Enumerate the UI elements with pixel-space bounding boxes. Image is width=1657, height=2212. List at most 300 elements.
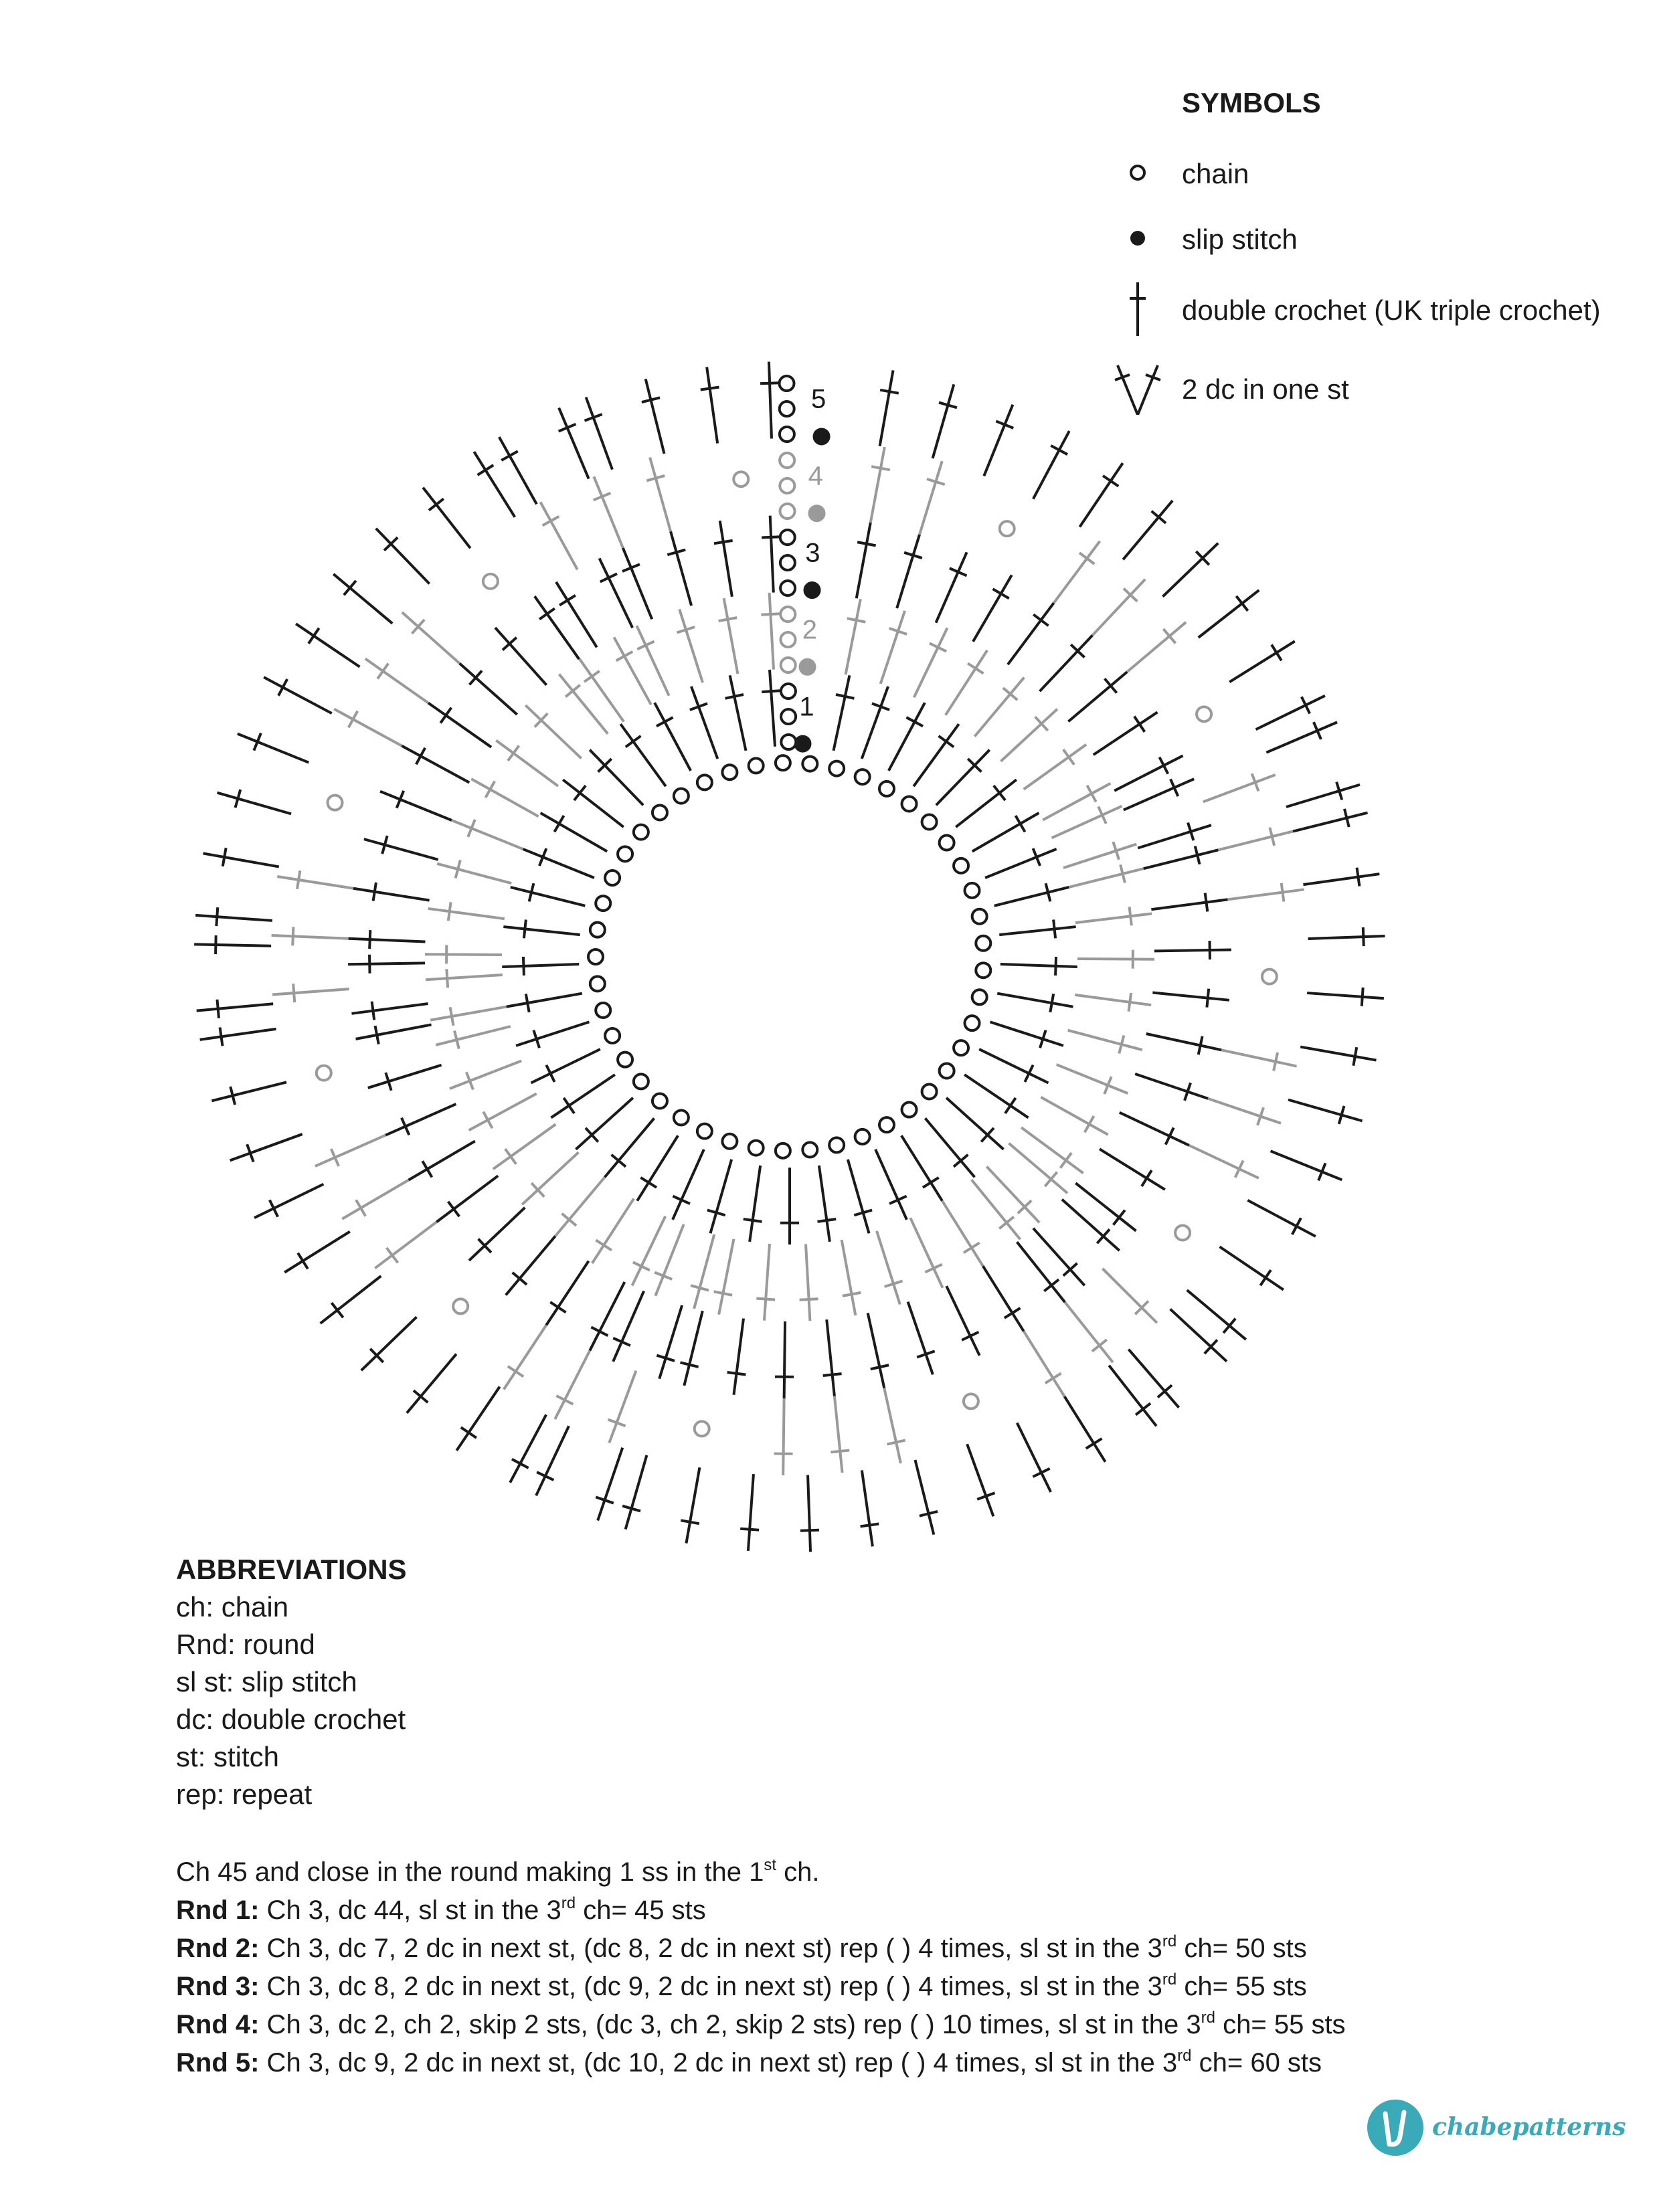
round-2-stitch	[437, 864, 511, 883]
round-4-chain-space	[1197, 707, 1211, 721]
round-5-stitch	[423, 488, 470, 549]
round-5-stitch	[254, 1184, 323, 1218]
round-2-stitch	[770, 593, 774, 670]
round-4-stitch	[1227, 889, 1304, 899]
instruction-text: Ch 3, dc 8, 2 dc in next st, (dc 9, 2 dc in next st) rep ( ) 4 times, sl st in the 3	[259, 1972, 1162, 2001]
round-3-stitch-bar	[1134, 717, 1145, 732]
round-2-stitch	[842, 1240, 856, 1315]
foundation-chain-stitch	[902, 1103, 917, 1117]
round-1-stitch-bar	[640, 1178, 657, 1188]
round-5-stitch-bar	[701, 387, 719, 390]
abbreviation-item: dc: double crochet	[176, 1703, 406, 1735]
round-1-stitch	[605, 1118, 655, 1177]
round-3-stitch-increase-left	[659, 1305, 682, 1379]
round-1-stitch-bar	[526, 994, 529, 1012]
round-2-stitch	[1024, 745, 1087, 790]
round-1-stitch-bar	[744, 1219, 762, 1222]
round-5-stitch	[1303, 874, 1379, 885]
round-5-stitch	[1307, 993, 1384, 998]
round-1-turning-chain	[781, 709, 796, 724]
round-3-stitch-bar	[550, 1302, 565, 1312]
round-4-stitch-bar	[293, 984, 294, 1002]
round-4-stitch	[1024, 1331, 1065, 1397]
abbreviations-block	[176, 1551, 407, 1813]
round-5-stitch	[646, 379, 665, 454]
round-3-stitch-bar	[422, 1161, 432, 1177]
round-1-stitch	[620, 724, 666, 786]
foundation-chain-stitch	[965, 883, 980, 898]
round-4-chain-space	[1262, 970, 1277, 984]
round-4-stitch-bar	[292, 927, 293, 945]
round-2-stitch-bar	[714, 1291, 732, 1295]
foundation-chain-stitch	[902, 796, 917, 811]
round-1-slip-stitch	[795, 737, 810, 751]
round-3-turning-chain	[780, 581, 795, 595]
round-4-stitch	[1189, 1145, 1259, 1178]
round-5-stitch	[933, 384, 954, 458]
instruction-text: ch= 55 sts	[1176, 1972, 1307, 2001]
foundation-chain-stitch	[618, 846, 632, 861]
round-4-stitch	[1054, 541, 1100, 603]
round-4-stitch	[272, 989, 349, 994]
round-3-stitch-bar	[539, 608, 555, 619]
instruction-text: ch= 55 sts	[1215, 2010, 1346, 2039]
foundation-chain-stitch	[802, 1142, 817, 1157]
round-3-stitch	[1040, 635, 1093, 691]
round-2-stitch-bar	[719, 618, 737, 621]
foundation-chain-stitch	[976, 963, 990, 978]
round-3-stitch	[857, 523, 871, 598]
round-5-stitch	[376, 529, 430, 584]
round-5-stitch	[1123, 500, 1172, 559]
round-1-stitch-bar	[574, 786, 586, 800]
round-5-stitch-increase-right	[1286, 785, 1360, 807]
round-2-stitch	[496, 741, 558, 786]
round-5-stitch	[333, 574, 392, 624]
foundation-chain-stitch	[972, 909, 987, 924]
round-5-stitch	[211, 1082, 286, 1101]
instruction-round-2	[176, 1930, 1346, 1968]
chain-symbol-icon	[1111, 146, 1164, 199]
round-1-stitch	[913, 724, 959, 786]
round-4-stitch	[365, 658, 428, 703]
round-1-stitch	[523, 849, 594, 878]
foundation-chain-stitch	[652, 805, 667, 820]
round-2-stitch-increase-left-bar	[450, 1007, 454, 1026]
round-4-stitch-bar	[543, 517, 559, 525]
round-5-stitch	[1162, 543, 1218, 597]
round-1-turning-chain	[781, 684, 796, 699]
round-5-stitch-bar	[216, 907, 217, 926]
round-number-label: 3	[805, 538, 820, 568]
round-1-stitch	[999, 927, 1075, 935]
instruction-round-4	[176, 2006, 1346, 2044]
round-4-chain-space	[695, 1421, 709, 1436]
round-5-stitch	[230, 1134, 302, 1160]
round-3-stitch-bar	[1005, 1308, 1021, 1318]
round-5-stitch-increase-right	[559, 408, 589, 479]
round-4-chain-space	[327, 796, 342, 810]
round-2-stitch-bar	[761, 614, 780, 615]
round-4-stitch	[1221, 1050, 1296, 1066]
round-3-stitch	[385, 1104, 456, 1135]
round-2-stitch	[592, 1198, 634, 1263]
round-5-stitch-bar	[331, 1303, 343, 1317]
round-5-stitch	[1220, 1247, 1284, 1289]
round-2-stitch	[525, 705, 581, 758]
round-2-stitch	[806, 1244, 810, 1321]
round-4-stitch	[835, 1396, 843, 1473]
foundation-chain-stitch	[588, 949, 603, 964]
legend-item-double-crochet	[1111, 282, 1633, 336]
round-3-stitch	[409, 1141, 475, 1180]
round-5-stitch	[361, 1317, 417, 1370]
foundation-chain-stitch	[596, 1003, 610, 1018]
round-4-stitch	[1127, 622, 1186, 672]
round-3-stitch	[1017, 1242, 1065, 1302]
round-3-stitch	[380, 792, 452, 820]
round-5-stitch-bar	[1292, 1218, 1301, 1234]
round-1-stitch	[990, 1022, 1063, 1046]
instruction-text: Ch 45 and close in the round making 1 ss in the 1	[176, 1857, 764, 1887]
round-3-stitch	[364, 839, 438, 860]
round-5-stitch	[510, 1414, 546, 1483]
round-3-turning-chain	[780, 555, 795, 570]
round-2-stitch-bar	[505, 1149, 516, 1164]
round-3-stitch-bar	[993, 589, 1009, 598]
round-3-stitch	[868, 1313, 885, 1388]
round-5-stitch	[1247, 1200, 1316, 1236]
round-3-stitch-bar	[1207, 989, 1209, 1008]
round-5-stitch-bar	[1272, 645, 1282, 661]
foundation-chain-stitch	[965, 1016, 980, 1030]
round-2-stitch-bar	[843, 1293, 861, 1296]
instruction-text: Ch 3, dc 7, 2 dc in next st, (dc 8, 2 dc in next st) rep ( ) 4 times, sl st in the 3	[259, 1934, 1162, 1963]
round-3-stitch-bar	[448, 1202, 460, 1216]
round-2-stitch	[1057, 1065, 1128, 1093]
round-5-stitch	[1017, 1423, 1051, 1492]
abbreviation-item: sl st: slip stitch	[176, 1666, 357, 1697]
round-2-stitch-bar	[448, 902, 451, 921]
round-5-stitch-bar	[1362, 988, 1363, 1006]
round-1-stitch	[511, 887, 586, 906]
round-2-stitch-bar	[1087, 786, 1096, 802]
round-4-stitch	[609, 1371, 636, 1443]
round-3-stitch	[428, 703, 491, 747]
foundation-chain-stitch	[697, 1124, 712, 1139]
round-1-stitch	[862, 686, 888, 759]
round-3-stitch	[1144, 850, 1219, 868]
foundation-chain-stitch	[618, 1052, 632, 1067]
foundation-chain-stitch	[776, 755, 790, 770]
round-1-stitch-bar	[626, 736, 641, 747]
round-1-stitch	[563, 779, 624, 827]
round-3-stitch-bar	[375, 1026, 379, 1044]
instruction-round-1	[176, 1892, 1346, 1930]
round-4-turning-chain	[780, 504, 795, 519]
round-2-stitch	[1068, 1030, 1142, 1050]
round-1-stitch	[956, 779, 1017, 827]
foundation-chain-stitch	[855, 1129, 870, 1144]
round-3-stitch	[1135, 1074, 1208, 1099]
round-5-stitch-increase-left	[499, 437, 537, 504]
round-5-stitch-bar	[478, 465, 494, 475]
round-1-stitch-bar	[938, 736, 954, 747]
round-1-stitch	[590, 750, 643, 806]
round-1-stitch	[946, 1098, 1003, 1149]
round-5-stitch	[748, 1474, 754, 1551]
round-5-stitch-bar	[1353, 1047, 1357, 1066]
round-1-stitch	[889, 703, 925, 771]
round-1-stitch	[516, 1022, 589, 1046]
round-2-stitch	[974, 678, 1024, 737]
round-5-stitch-increase-left-bar	[501, 451, 517, 460]
round-3-stitch-bar	[1160, 757, 1168, 774]
round-2-stitch-bar	[847, 618, 865, 622]
round-5-stitch	[586, 397, 612, 470]
instruction-text: Ch 3, dc 2, ch 2, skip 2 sts, (dc 3, ch 2, skip 2 sts) rep ( ) 10 times, sl st in the 3	[259, 2010, 1201, 2039]
round-2-stitch-bar	[1085, 1116, 1094, 1132]
round-4-stitch	[1102, 1269, 1156, 1323]
round-4-stitch-bar	[297, 870, 300, 889]
round-4-stitch-bar	[508, 1366, 523, 1376]
round-5-stitch	[474, 452, 515, 517]
brand-logo	[1365, 2094, 1633, 2161]
foundation-chain-stitch	[954, 1040, 968, 1055]
round-3-stitch-bar	[727, 1372, 746, 1375]
round-2-turning-chain	[781, 632, 796, 647]
round-3-stitch	[908, 1302, 933, 1375]
round-2-stitch-increase-right-bar	[446, 969, 448, 988]
round-5-stitch	[203, 853, 279, 866]
round-4-stitch-bar	[831, 1451, 849, 1453]
round-2-stitch	[450, 1061, 521, 1089]
round-1-stitch	[994, 887, 1069, 906]
round-5-stitch	[1308, 936, 1385, 939]
round-5-stitch	[1271, 1151, 1342, 1180]
round-1-stitch	[503, 927, 580, 935]
round-2-stitch	[559, 674, 608, 734]
round-2-slip-stitch	[800, 660, 814, 674]
round-3-stitch	[1152, 993, 1229, 1000]
round-3-stitch	[1075, 1183, 1136, 1230]
round-4-stitch	[920, 461, 942, 535]
round-2-stitch	[555, 1177, 605, 1236]
round-4-stitch	[541, 502, 578, 569]
round-2-stitch-increase-left	[580, 659, 624, 722]
round-5-stitch	[707, 367, 717, 444]
round-5-stitch	[808, 1475, 810, 1552]
legend-item-slip-stitch	[1111, 211, 1633, 265]
round-2-stitch	[452, 820, 523, 849]
round-5-stitch	[1079, 463, 1122, 527]
round-3-stitch-increase-left	[351, 1004, 428, 1014]
round-3-stitch-bar	[373, 883, 376, 901]
foundation-chain-stitch	[976, 936, 990, 951]
round-5-stitch-increase-left-bar	[217, 1000, 219, 1018]
round-2-stitch	[1041, 1097, 1108, 1135]
round-number-label: 2	[802, 615, 818, 645]
round-5-stitch-bar	[681, 1520, 699, 1524]
foundation-chain-stitch	[855, 769, 870, 784]
round-2-stitch-bar	[756, 1299, 775, 1300]
round-4-stitch	[342, 1180, 408, 1219]
round-5-stitch-bar	[1086, 1439, 1102, 1449]
round-3-slip-stitch	[805, 583, 820, 597]
round-5-stitch	[1065, 1396, 1106, 1462]
round-5-stitch-increase-right-bar	[215, 935, 216, 954]
round-4-stitch	[871, 447, 885, 523]
round-1-stitch-bar	[725, 695, 744, 699]
round-4-chain-space	[453, 1299, 468, 1313]
round-2-stitch	[1001, 709, 1057, 761]
round-5-stitch	[769, 362, 772, 439]
round-2-stitch-bar	[800, 1299, 818, 1300]
round-5-stitch-bar	[298, 1253, 308, 1269]
round-3-stitch	[1151, 899, 1227, 909]
round-1-stitch	[655, 703, 691, 771]
round-2-stitch-bar	[1130, 907, 1132, 925]
round-3-stitch	[973, 575, 1012, 641]
round-3-stitch	[1100, 1149, 1165, 1190]
round-1-stitch	[833, 675, 849, 750]
round-2-stitch	[914, 628, 948, 698]
instruction-text: Ch 3, dc 9, 2 dc in next st, (dc 10, 2 dc in next st) rep ( ) 4 times, sl st in the 3	[259, 2048, 1178, 2078]
round-3-stitch	[402, 746, 469, 783]
round-2-stitch-bar	[483, 1112, 492, 1129]
round-3-stitch	[897, 535, 920, 608]
round-3-stitch	[460, 663, 517, 714]
round-4-stitch	[272, 935, 349, 939]
round-1-stitch-bar	[994, 786, 1005, 800]
foundation-chain-stitch	[722, 1134, 737, 1149]
round-4-stitch	[504, 1325, 546, 1390]
round-2-stitch	[522, 1152, 578, 1204]
round-4-chain-space	[317, 1066, 331, 1081]
round-3-stitch	[684, 1311, 702, 1386]
round-1-stitch	[507, 994, 582, 1007]
round-5-turning-chain	[780, 401, 794, 416]
round-2-stitch-bar	[968, 663, 984, 673]
round-3-stitch-increase-left-bar	[372, 1002, 375, 1020]
round-5-stitch	[321, 1276, 381, 1323]
round-2-stitch-increase-left	[1009, 1143, 1067, 1194]
round-4-turning-chain	[780, 478, 794, 493]
round-2-stitch-bar	[508, 745, 519, 761]
round-4-chain-space	[1175, 1225, 1190, 1240]
round-2-stitch-increase-right-bar	[616, 652, 633, 660]
round-1-stitch	[770, 670, 775, 747]
round-2-stitch-increase-right	[986, 1166, 1039, 1222]
round-1-stitch-bar	[523, 957, 524, 976]
round-label: Rnd 3:	[176, 1972, 260, 2001]
round-3-stitch	[1120, 1113, 1189, 1145]
round-4-stitch-bar	[1282, 883, 1284, 902]
round-4-stitch-bar	[1092, 1340, 1107, 1351]
round-2-stitch-increase-right	[426, 975, 503, 980]
round-2-stitch-increase-left	[694, 1234, 714, 1309]
round-5-turning-chain	[780, 427, 794, 442]
round-1-stitch	[964, 1075, 1028, 1117]
round-4-stitch	[277, 877, 353, 889]
round-5-stitch-bar	[740, 1529, 759, 1530]
round-2-stitch	[428, 909, 505, 919]
round-5-stitch	[1033, 431, 1069, 499]
foundation-chain-stitch	[879, 1117, 894, 1132]
round-3-stitch	[495, 628, 547, 685]
round-5-stitch-bar	[800, 1530, 819, 1531]
legend-label-chain: chain	[1182, 158, 1249, 189]
round-2-stitch	[719, 1239, 733, 1315]
round-3-stitch	[1146, 1034, 1221, 1050]
ordinal-suffix: rd	[1177, 2047, 1192, 2065]
round-4-stitch	[555, 1351, 590, 1420]
foundation-chain-stitch	[776, 1143, 790, 1158]
ordinal-suffix: st	[764, 1856, 776, 1874]
round-1-stitch	[997, 994, 1073, 1007]
instruction-round-5	[176, 2044, 1346, 2082]
round-3-stitch-bar	[714, 541, 733, 543]
round-4-stitch	[783, 1398, 784, 1475]
foundation-chain-stitch	[674, 789, 689, 804]
round-2-stitch-bar	[1060, 1153, 1071, 1168]
foundation-chain-stitch	[972, 990, 987, 1004]
foundation-chain-stitch	[590, 976, 605, 991]
round-5-stitch-bar	[1260, 1270, 1271, 1285]
round-1-stitch	[901, 1135, 942, 1201]
round-3-stitch-increase-right	[348, 963, 425, 964]
round-3-stitch	[356, 1024, 432, 1038]
round-3-stitch	[623, 548, 652, 619]
round-1-stitch	[637, 1135, 678, 1201]
round-5-stitch	[238, 734, 309, 763]
abbreviations-title: ABBREVIATIONS	[176, 1554, 407, 1585]
round-3-stitch-bar	[1033, 614, 1048, 626]
ordinal-suffix: rd	[561, 1894, 576, 1912]
round-5-stitch-increase-left	[598, 1448, 622, 1521]
round-4-stitch	[1218, 832, 1293, 850]
instruction-text: Ch 3, dc 44, sl st in the 3	[259, 1896, 561, 1925]
round-5-stitch-increase-left	[1266, 722, 1337, 752]
round-5-stitch-bar	[512, 1459, 529, 1468]
round-1-stitch	[936, 750, 990, 806]
round-2-stitch	[1069, 868, 1144, 887]
round-1-stitch	[972, 813, 1039, 852]
round-5-stitch	[626, 1455, 647, 1530]
round-5-stitch	[984, 405, 1013, 476]
foundation-chain-stitch	[954, 858, 968, 873]
ordinal-suffix: rd	[1201, 2009, 1215, 2027]
round-1-stitch-bar	[524, 919, 526, 938]
round-1-stitch-bar	[906, 717, 923, 726]
round-4-stitch-bar	[349, 711, 357, 728]
round-1-turning-chain	[781, 735, 796, 749]
round-3-stitch-bar	[369, 930, 370, 949]
foundation-chain-stitch	[634, 1074, 648, 1089]
legend-item-two-dc	[1111, 361, 1633, 415]
round-3-stitch-bar	[1205, 893, 1208, 912]
round-4-stitch-bar	[1079, 553, 1094, 564]
round-3-stitch-bar	[440, 708, 451, 723]
round-1-stitch	[1000, 964, 1077, 967]
round-5-turning-chain	[780, 376, 794, 391]
round-4-turning-chain	[780, 453, 794, 468]
round-1-stitch-bar	[762, 690, 780, 692]
round-3-stitch-bar	[1114, 1210, 1125, 1225]
foundation-chain-stitch	[922, 815, 937, 830]
brand-logo-icon	[1365, 2098, 1425, 2158]
round-3-stitch	[506, 1236, 555, 1295]
